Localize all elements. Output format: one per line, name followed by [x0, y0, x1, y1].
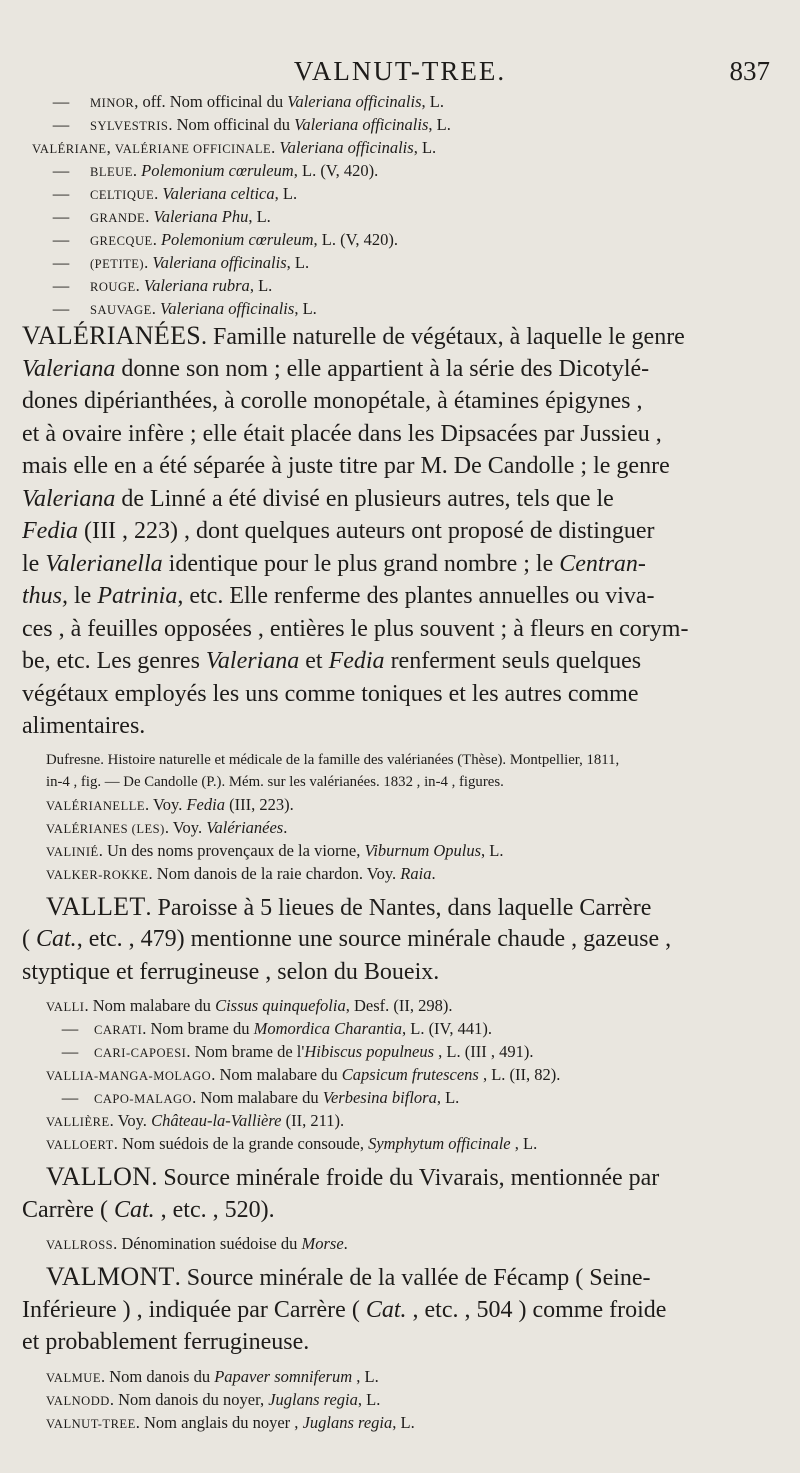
entry-tail: , L. [248, 207, 271, 226]
entry-valeriane [22, 136, 768, 159]
latin-name: Momordica Charantia [253, 1019, 402, 1038]
latin-name: Morse [301, 1234, 344, 1253]
entry-sauvage [22, 297, 768, 320]
entry-head: VALLROSS [46, 1238, 114, 1252]
valerianees-line-8 [22, 548, 768, 581]
entry-head: (PETITE) [90, 257, 145, 271]
vallet-line-3: styptique et ferrugineuse , selon du Boueix. [22, 958, 440, 985]
entry-head: VALLIÈRE [46, 1115, 110, 1129]
body-text: . Paroisse à 5 lieues de Nantes, dans laquelle Carrère [145, 894, 652, 921]
valerianees-line-5: mais elle en a été séparée à juste titre par M. De Candolle ; le genre [22, 453, 670, 479]
entry-cari-capoesi [22, 1040, 768, 1063]
entry-text: . [271, 138, 280, 157]
entry-text: . Nom anglais du noyer , [135, 1412, 303, 1432]
latin-name: Château-la-Vallière [151, 1111, 282, 1130]
dash: — [61, 1042, 79, 1061]
latin-name: Hibiscus populneus [304, 1042, 435, 1061]
entry-tail: . [343, 1234, 348, 1253]
dash: — [52, 299, 70, 318]
entry-tail: , L. [286, 253, 310, 272]
latin-name: Viburnum Opulus [364, 840, 482, 860]
latin-name: Cat. [365, 1296, 407, 1323]
latin-name: Symphytum officinale [368, 1134, 511, 1153]
latin-name: Valeriana officinalis [287, 92, 422, 111]
entry-text: . Nom danois du [100, 1366, 215, 1386]
body-text: renferment seuls quelques [384, 648, 642, 674]
latin-name: Patrinia [97, 583, 178, 609]
dash: — [52, 276, 70, 295]
entry-head: VALLON [46, 1162, 152, 1191]
valmont-line-3: et probablement ferrugineuse. [22, 1329, 310, 1355]
entry-vallia-manga-molago [22, 1063, 768, 1086]
latin-name: Valeriana rubra [143, 276, 250, 295]
entry-text: . Nom officinal du [168, 115, 295, 134]
running-header [0, 52, 800, 88]
entry-carati [22, 1017, 768, 1040]
entry-tail: , L. [436, 1088, 460, 1107]
latin-name: Fedia [186, 794, 225, 814]
entry-head: VALÉRIANELLE [46, 798, 146, 813]
latin-name: Verbesina biflora [322, 1088, 437, 1107]
valerianees-line-9 [22, 580, 768, 613]
entry-text: . Voy. [164, 817, 207, 837]
dash: — [52, 253, 70, 272]
entry-head: CELTIQUE [90, 188, 155, 202]
entry-tail: , L. (V, 420). [313, 230, 399, 249]
entry-valinie [22, 839, 768, 862]
entry-valerianelle [22, 793, 768, 816]
entry-text: . [151, 299, 161, 318]
valerianees-line-6 [22, 483, 768, 516]
latin-name: Juglans regia [302, 1412, 393, 1432]
entry-minor [22, 90, 768, 113]
dash: — [52, 115, 70, 134]
entry-text: . Nom brame du [142, 1019, 254, 1038]
dash: — [52, 230, 70, 249]
entry-head: VALNODD [46, 1393, 110, 1408]
entry-tail: , L. [392, 1412, 415, 1432]
entry-tail: , Desf. (II, 298). [345, 996, 453, 1015]
latin-name: Capsicum frutescens [341, 1065, 479, 1084]
body-text: . Famille naturelle de végétaux, à laquelle le genre [201, 324, 685, 350]
entry-head: VALMONT [46, 1262, 175, 1291]
entry-valker-rokke [22, 862, 768, 885]
latin-name: thus, [22, 583, 69, 609]
entry-valloert [22, 1132, 768, 1155]
entry-text: . Dénomination suédoise du [113, 1234, 302, 1253]
entry-sylvestris [22, 113, 768, 136]
entry-valerianes [22, 816, 768, 839]
latin-name: Valerianella [45, 550, 163, 577]
body-text: . Source minérale de la vallée de Fécamp ( Seine- [174, 1265, 651, 1291]
bibliography-line-2: in-4 , fig. — De Candolle (P.). Mém. sur les valérianées. 1832 , in-4 , figures. [46, 773, 504, 790]
entry-grande [22, 205, 768, 228]
entry-valmue [22, 1365, 768, 1388]
latin-name: Cat. [36, 926, 77, 952]
latin-name: Cat. [113, 1196, 155, 1223]
dash: — [52, 207, 70, 226]
entry-text: . [154, 184, 163, 203]
latin-name: Valérianées [206, 817, 284, 837]
entry-head: MINOR [90, 96, 135, 110]
entry-head: SYLVESTRIS [90, 119, 169, 133]
dash: — [61, 1088, 79, 1107]
valerianees-line-4: et à ovaire infère ; elle était placée dans les Dipsacées par Jussieu , [22, 420, 662, 447]
entry-text: , off. Nom officinal du [134, 92, 288, 111]
entry-head: VALNUT-TREE [46, 1416, 136, 1431]
vallon-line-1 [22, 1161, 768, 1194]
entry-head: VALMUE [46, 1370, 101, 1385]
entry-tail: , L. [352, 1366, 379, 1386]
latin-name: Valeriana officinalis [160, 299, 295, 318]
entry-bleue [22, 159, 768, 182]
valerianees-line-2 [22, 353, 768, 386]
entry-head: GRECQUE [90, 234, 153, 248]
entry-rouge [22, 274, 768, 297]
body-text: et [299, 648, 329, 674]
entry-tail: , L. [357, 1389, 381, 1409]
entry-tail: , L. [249, 276, 273, 295]
entry-head: VALLOERT [46, 1138, 114, 1152]
entry-tail: , L. (III , 491). [434, 1042, 534, 1061]
entry-text: . Nom malabare du [211, 1065, 342, 1084]
latin-name: Raia [400, 863, 432, 883]
dictionary-text [22, 90, 768, 1434]
valerianees-line-7 [22, 515, 768, 548]
entry-grecque [22, 228, 768, 251]
entry-capo-malago [22, 1086, 768, 1109]
entry-tail: . [431, 863, 436, 883]
latin-name: Polemonium cœruleum [141, 161, 294, 180]
entry-tail: , L. [413, 138, 437, 157]
entry-text: . Nom danois du noyer, [109, 1389, 269, 1409]
entry-text: . Nom malabare du [84, 996, 216, 1015]
entry-valli [22, 994, 768, 1017]
entry-tail: , L. (V, 420). [293, 161, 379, 180]
body-text: identique pour le plus grand nombre ; le [162, 550, 560, 577]
entry-text: . Nom suédois de la grande consoude, [113, 1134, 369, 1153]
entry-valnodd [22, 1388, 768, 1411]
body-text: ( [22, 926, 36, 952]
valerianees-line-11 [22, 645, 768, 678]
entry-text: . [145, 207, 154, 226]
entry-text: . [132, 161, 142, 180]
entry-head: VALKER-ROKKE [46, 867, 149, 882]
running-title: VALNUT-TREE. [293, 56, 507, 86]
entry-head: BLEUE [90, 165, 133, 179]
body-text: le [68, 583, 98, 609]
entry-head: VALINIÉ [46, 844, 99, 859]
entry-text: . Nom malabare du [192, 1088, 323, 1107]
entry-tail: , L. [421, 92, 444, 111]
entry-head: VALLIA-MANGA-MOLAGO [46, 1069, 212, 1083]
entry-tail: , L. [428, 115, 451, 134]
entry-text: . [135, 276, 144, 295]
entry-head: CAPO-MALAGO [94, 1092, 193, 1106]
latin-name: Valeriana officinalis [294, 115, 429, 134]
entry-text: . [144, 253, 153, 272]
bibliography-line-1: Dufresne. Histoire naturelle et médicale de la famille des valérianées (Thèse). Montpellier, 1811, [46, 751, 620, 768]
valerianees-line-12: végétaux employés les uns comme toniques et les autres comme [22, 680, 639, 707]
entry-tail: . [283, 817, 288, 837]
entry-tail: , L. (II, 82). [478, 1065, 561, 1084]
entry-tail: (II, 211). [281, 1111, 345, 1130]
valerianees-line-3: dones dipérianthées, à corolle monopétale, à étamines épigynes , [22, 388, 643, 414]
entry-tail: , L. [294, 299, 317, 318]
entry-text: . Voy. [109, 1111, 152, 1130]
entry-valnut-tree [22, 1411, 768, 1434]
valmont-line-1 [22, 1261, 768, 1294]
latin-name: Valeriana [22, 355, 116, 382]
dash: — [52, 92, 70, 111]
entry-head: VALLI [46, 1000, 85, 1014]
latin-name: Papaver somniferum [214, 1366, 353, 1386]
latin-name: Centran- [559, 550, 646, 577]
entry-head: SAUVAGE [90, 303, 152, 317]
body-text: donne son nom ; elle appartient à la série des Dicotylé- [115, 355, 650, 382]
entry-head: VALÉRIANE [32, 142, 107, 156]
latin-name: Cissus quinquefolia [215, 996, 346, 1015]
entry-head: GRANDE [90, 211, 146, 225]
body-text: , etc. , 479) mentionne une source minérale chaude , gazeuse , [76, 926, 672, 952]
latin-name: Valeriana officinalis [279, 138, 414, 157]
body-text: . Source minérale froide du Vivarais, mentionnée par [151, 1165, 660, 1191]
body-text: (III , 223) , dont quelques auteurs ont proposé de distinguer [77, 518, 655, 544]
latin-name: Valeriana officinalis [152, 253, 287, 272]
vallet-line-1 [22, 891, 768, 924]
latin-name: Fedia [22, 518, 78, 544]
entry-tail: , L. (IV, 441). [401, 1019, 492, 1038]
entry-tail: , L. [274, 184, 298, 203]
body-text: Carrère ( [22, 1196, 114, 1223]
entry-text: . Un des noms provençaux de la viorne, [98, 840, 365, 860]
valerianees-line-13: alimentaires. [22, 713, 146, 739]
latin-name: Valeriana [205, 648, 300, 674]
entry-head: VALÉRIANÉES [22, 321, 202, 350]
entry-celtique [22, 182, 768, 205]
valmont-line-2 [22, 1294, 768, 1327]
entry-petite [22, 251, 768, 274]
entry-head: CARATI [94, 1023, 143, 1037]
entry-text: . Nom danois de la raie chardon. Voy. [148, 863, 401, 883]
page-number: 837 [729, 56, 770, 86]
entry-vallross [22, 1232, 768, 1255]
latin-name: Fedia [328, 648, 385, 674]
vallon-line-2 [22, 1194, 768, 1227]
valerianees-line-1 [22, 320, 768, 353]
entry-tail: , L. [510, 1134, 538, 1153]
entry-tail: , L. [481, 840, 504, 860]
entry-text: . Nom brame de l' [186, 1042, 305, 1061]
entry-text: . Voy. [145, 794, 187, 814]
dash: — [52, 184, 70, 203]
latin-name: Polemonium cœruleum [160, 230, 314, 249]
body-text: be, etc. Les genres [22, 648, 206, 674]
dash: — [52, 161, 70, 180]
latin-name: Valeriana [22, 485, 116, 512]
body-text: Inférieure ) , indiquée par Carrère ( [22, 1296, 366, 1323]
valerianees-line-10: ces , à feuilles opposées , entières le plus souvent ; à fleurs en corym- [22, 615, 689, 642]
body-text: le [22, 550, 46, 577]
entry-head: ROUGE [90, 280, 136, 294]
latin-name: Juglans regia [268, 1389, 358, 1409]
dash: — [61, 1019, 79, 1038]
body-text: , etc. , 520). [154, 1196, 275, 1223]
latin-name: Valeriana celtica [162, 184, 275, 203]
entry-head: VALÉRIANE OFFICINALE [114, 142, 272, 156]
entry-head: CARI-CAPOESI [94, 1046, 187, 1060]
entry-head: VALÉRIANES (LES) [46, 821, 165, 836]
body-text: , etc. , 504 ) comme froide [406, 1296, 667, 1323]
entry-text: . [152, 230, 161, 249]
entry-text: , [106, 138, 115, 157]
latin-name: Valeriana Phu [153, 207, 249, 226]
entry-valliere [22, 1109, 768, 1132]
body-text: de Linné a été divisé en plusieurs autres, tels que le [115, 485, 614, 512]
body-text: , etc. Elle renferme des plantes annuelles ou viva- [177, 583, 655, 609]
entry-tail: (III, 223). [224, 794, 294, 814]
vallet-line-2 [22, 923, 768, 956]
entry-head: VALLET [46, 891, 146, 921]
